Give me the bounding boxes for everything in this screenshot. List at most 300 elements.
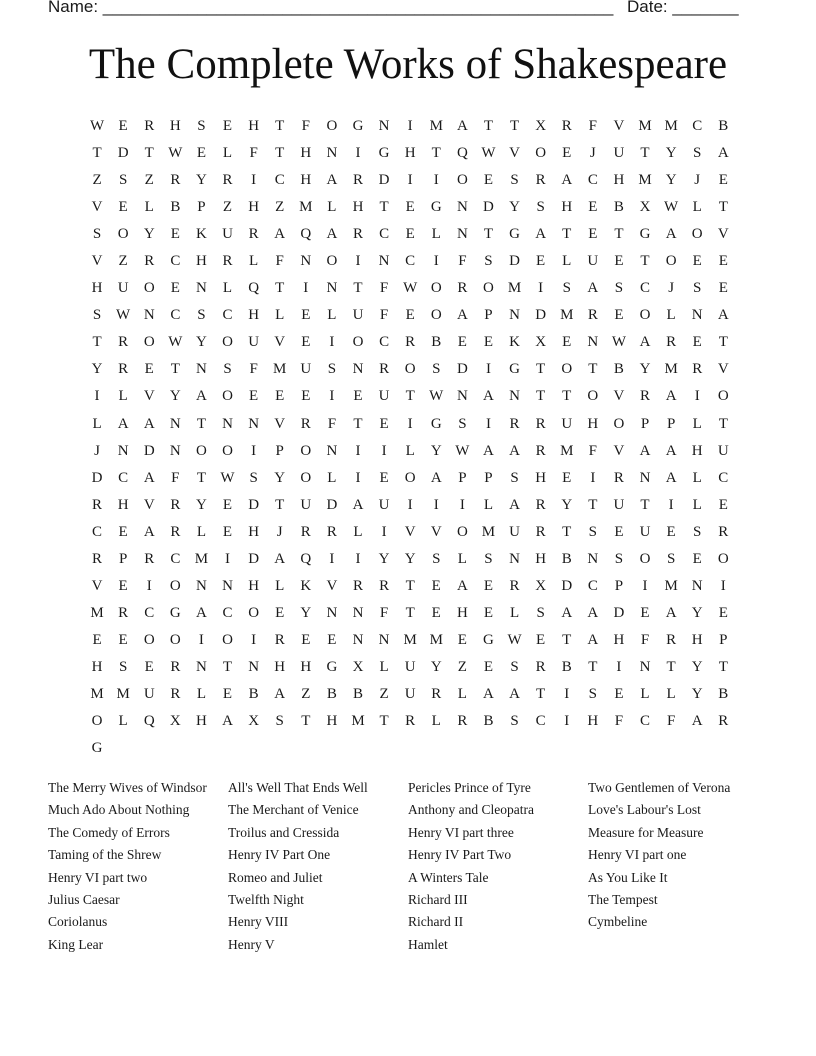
grid-letter: W [89,118,105,135]
grid-letter: J [694,172,701,189]
grid-letter: A [483,686,494,702]
grid-letter: N [248,658,260,675]
grid-letter: Y [509,199,520,216]
grid-letter: E [379,469,389,486]
grid-letter: N [509,550,520,567]
grid-letter: T [353,415,363,432]
grid-letter: C [405,253,416,270]
grid-letter: I [381,523,387,540]
grid-letter: O [143,631,155,648]
grid-letter: F [301,118,310,135]
grid-letter: Y [430,442,442,459]
grid-letter: L [457,686,467,702]
grid-letter: G [91,740,103,757]
grid-letter: H [248,307,260,324]
grid-letter: O [117,226,129,243]
word-list-item: Henry VI part one [588,847,687,863]
grid-letter: E [614,686,624,702]
grid-letter: R [640,388,651,405]
grid-letter: M [507,280,522,297]
grid-letter: L [431,713,441,730]
grid-letter: A [561,604,573,621]
word-list-item: A Winters Tale [408,869,489,885]
grid-letter: W [403,280,418,297]
grid-letter: S [327,361,337,378]
grid-letter: F [379,280,389,297]
grid-letter: U [587,253,599,270]
grid-letter: E [222,118,233,135]
grid-letter: R [379,577,390,594]
grid-letter: E [536,253,546,270]
grid-letter: O [456,523,468,540]
grid-letter: P [666,415,676,432]
grid-letter: N [326,145,338,162]
grid-letter: W [611,334,626,351]
grid-letter: C [170,307,181,324]
grid-letter: H [535,469,547,486]
grid-letter: I [564,713,570,730]
grid-letter: E [483,334,494,351]
grid-letter: C [170,253,181,270]
grid-letter: E [275,388,285,405]
grid-letter: I [251,631,257,648]
grid-letter: N [169,415,181,432]
grid-letter: S [223,361,232,378]
grid-letter: V [717,226,729,243]
grid-letter: V [326,577,338,594]
word-list [48,777,768,956]
grid-letter: M [664,577,678,594]
grid-letter: O [169,577,181,594]
grid-letter: D [248,550,260,567]
grid-letter: T [301,713,311,730]
grid-letter: S [118,658,128,675]
grid-letter: L [562,253,572,270]
grid-letter: O [300,469,312,486]
grid-letter: R [170,686,181,702]
grid-letter: E [118,199,128,216]
grid-letter: I [407,496,413,513]
grid-letter: T [640,253,650,270]
header [48,0,748,17]
grid-letter: O [300,442,312,459]
grid-letter: E [431,577,441,594]
grid-letter: Y [691,658,703,675]
grid-letter: E [431,604,441,621]
grid-letter: R [509,577,520,594]
grid-letter: N [196,361,207,378]
grid-letter: C [718,469,729,486]
grid-letter: T [144,145,154,162]
grid-letter: N [509,388,520,405]
grid-letter: Z [457,658,467,675]
grid-letter: T [562,631,572,648]
grid-letter: Y [378,550,390,567]
grid-letter: Y [561,496,573,513]
grid-letter: A [143,469,155,486]
grid-letter: Q [143,713,155,730]
grid-letter: L [692,469,702,486]
grid-letter: C [222,604,233,621]
grid-letter: O [326,118,338,135]
grid-letter: N [456,199,468,216]
grid-letter: A [717,307,729,324]
grid-letter: O [639,550,651,567]
grid-letter: Q [300,226,312,243]
grid-letter: E [640,604,650,621]
grid-letter: T [536,388,546,405]
grid-letter: H [248,577,260,594]
grid-letter: Y [169,388,181,405]
grid-letter: L [196,523,206,540]
grid-letter: Y [196,334,207,351]
grid-letter: D [561,577,573,594]
grid-letter: W [116,307,131,324]
grid-letter: N [117,442,129,459]
grid-letter: G [430,415,442,432]
grid-letter: V [613,388,625,405]
grid-letter: E [118,523,128,540]
word-list-item: Julius Caesar [48,891,120,907]
grid-letter: R [118,361,129,378]
grid-letter: T [222,658,233,675]
grid-letter: T [718,334,728,351]
grid-letter: J [276,523,283,540]
grid-letter: Y [639,361,651,378]
grid-letter: L [405,442,415,459]
grid-letter: S [249,469,258,486]
grid-letter: P [458,469,467,486]
grid-letter: H [587,713,599,730]
grid-letter: A [691,713,703,730]
grid-letter: W [168,145,183,162]
grid-letter: I [355,253,361,270]
grid-letter: A [535,226,547,243]
word-list-item: Anthony and Cleopatra [408,802,534,818]
grid-letter: D [378,172,390,189]
grid-letter: C [379,226,390,243]
grid-letter: A [665,442,677,459]
word-list-item: Taming of the Shrew [48,847,162,863]
grid-letter: O [561,361,573,378]
grid-letter: Y [665,145,677,162]
grid-letter: I [485,415,491,432]
grid-letter: E [718,253,728,270]
grid-letter: S [484,253,493,270]
grid-letter: I [381,442,387,459]
grid-letter: N [456,388,468,405]
grid-letter: G [352,118,364,135]
grid-letter: E [379,415,389,432]
grid-letter: E [144,658,154,675]
grid-letter: X [535,118,547,135]
grid-letter: W [168,334,183,351]
grid-letter: T [509,118,520,135]
grid-letter: H [248,523,260,540]
grid-letter: O [326,253,338,270]
grid-letter: O [717,388,729,405]
grid-letter: F [588,442,597,459]
grid-letter: A [274,226,286,243]
grid-letter: A [352,496,364,513]
grid-letter: R [535,523,546,540]
grid-letter: E [666,523,676,540]
grid-letter: S [275,713,284,730]
grid-letter: H [613,631,625,648]
grid-letter: N [196,577,207,594]
grid-letter: S [510,469,519,486]
grid-letter: U [352,307,364,324]
grid-letter: N [169,442,181,459]
word-list-item: Romeo and Juliet [228,869,323,885]
grid-letter: H [456,604,468,621]
grid-letter: A [222,713,233,730]
grid-letter: N [248,415,260,432]
grid-letter: R [509,415,520,432]
grid-letter: L [327,469,337,486]
grid-letter: L [692,496,702,513]
grid-letter: R [587,307,598,324]
grid-letter: E [614,307,624,324]
grid-letter: F [379,307,389,324]
grid-letter: I [329,334,335,351]
grid-letter: N [378,253,390,270]
grid-letter: M [429,118,443,135]
grid-letter: N [691,307,703,324]
grid-letter: T [640,496,650,513]
grid-letter: U [717,442,729,459]
grid-letter: L [327,199,337,216]
grid-letter: A [326,172,338,189]
grid-letter: G [509,226,520,243]
grid-letter: M [560,307,574,324]
grid-letter: R [535,442,546,459]
grid-letter: T [640,145,650,162]
grid-letter: K [196,226,207,243]
grid-letter: E [483,172,494,189]
grid-letter: O [222,334,233,351]
grid-letter: E [588,199,598,216]
grid-letter: R [405,334,416,351]
name-field-label: Name: ______________________________________________________ [48,0,614,16]
grid-letter: R [352,226,363,243]
grid-letter: F [666,713,676,730]
grid-letter: O [91,713,103,730]
grid-letter: Z [144,172,154,189]
grid-letter: L [275,577,285,594]
grid-letter: A [665,469,677,486]
grid-letter: W [481,145,496,162]
grid-letter: X [639,199,651,216]
grid-letter: A [639,334,651,351]
page-title: The Complete Works of Shakespeare [88,41,728,88]
grid-letter: G [509,361,520,378]
grid-letter: S [432,361,441,378]
word-list-item: Coriolanus [48,914,108,930]
grid-letter: A [430,469,442,486]
grid-letter: T [170,361,180,378]
grid-letter: I [146,577,152,594]
grid-letter: L [692,199,702,216]
grid-letter: T [353,280,363,297]
grid-letter: E [405,226,415,243]
grid-letter: L [196,686,206,702]
grid-letter: T [562,226,572,243]
grid-letter: L [327,307,337,324]
grid-letter: G [326,658,338,675]
grid-letter: A [117,415,129,432]
grid-letter: F [249,361,258,378]
grid-letter: T [483,118,494,135]
word-list-item: The Comedy of Errors [48,824,170,840]
grid-letter: H [274,658,286,675]
grid-letter: H [613,172,625,189]
grid-letter: E [588,226,598,243]
grid-letter: E [222,523,233,540]
grid-letter: U [300,496,312,513]
grid-letter: P [118,550,128,567]
grid-letter: R [718,523,729,540]
grid-letter: R [118,334,129,351]
grid-letter: U [639,523,651,540]
grid-letter: P [614,577,624,594]
grid-letter: O [248,604,260,621]
grid-letter: X [352,658,364,675]
grid-letter: N [196,280,207,297]
grid-letter: E [562,334,572,351]
grid-letter: H [535,550,547,567]
grid-letter: A [143,523,155,540]
grid-letter: J [668,280,675,297]
grid-letter: O [665,253,677,270]
grid-letter: M [638,118,652,135]
grid-letter: E [483,658,494,675]
grid-letter: I [642,577,648,594]
word-list-item: Richard III [408,891,468,907]
grid-letter: C [640,280,651,297]
grid-letter: R [92,550,103,567]
grid-letter: R [352,577,363,594]
word-list-item: Henry VI part two [48,869,148,885]
grid-letter: U [404,658,416,675]
grid-letter: I [485,361,491,378]
grid-letter: I [329,388,335,405]
grid-letter: D [91,469,103,486]
grid-letter: O [404,469,416,486]
grid-letter: A [274,686,286,702]
grid-letter: R [535,496,546,513]
grid-letter: R [144,550,155,567]
grid-letter: S [510,658,519,675]
grid-letter: R [352,172,363,189]
grid-letter: I [407,415,413,432]
grid-letter: E [718,280,728,297]
grid-letter: E [327,631,337,648]
grid-letter: G [430,199,442,216]
grid-letter: R [274,631,285,648]
grid-letter: R [170,658,181,675]
grid-letter: B [248,686,259,702]
grid-letter: H [169,118,181,135]
grid-letter: A [561,172,573,189]
grid-letter: E [301,631,311,648]
grid-letter: E [144,361,154,378]
grid-letter: E [301,334,311,351]
grid-letter: Z [379,686,389,702]
grid-letter: N [326,604,338,621]
grid-letter: N [378,631,390,648]
grid-letter: R [692,361,703,378]
grid-letter: A [587,604,599,621]
grid-letter: T [92,145,102,162]
grid-letter: Y [665,172,677,189]
grid-letter: G [169,604,181,621]
word-list-item: Henry IV Part Two [408,847,512,863]
grid-letter: N [326,280,338,297]
grid-letter: E [692,253,702,270]
grid-letter: D [509,253,520,270]
grid-letter: R [222,253,233,270]
word-list-item: The Merchant of Venice [228,802,359,818]
grid-letter: S [588,686,597,702]
grid-letter: S [588,523,597,540]
grid-letter: B [170,199,181,216]
grid-letter: T [536,686,546,702]
grid-letter: N [456,226,468,243]
grid-letter: I [355,469,361,486]
grid-letter: T [483,226,494,243]
grid-letter: Y [300,604,312,621]
grid-letter: L [118,388,128,405]
grid-letter: O [430,280,442,297]
grid-letter: B [561,550,572,567]
grid-letter: V [509,145,520,162]
grid-letter: X [169,713,181,730]
grid-letter: R [666,631,677,648]
grid-letter: E [405,307,415,324]
grid-letter: E [718,604,728,621]
grid-letter: T [718,415,728,432]
grid-letter: M [194,550,209,567]
grid-letter: R [300,415,311,432]
grid-letter: X [535,577,547,594]
grid-letter: N [587,550,599,567]
grid-letter: E [170,280,180,297]
grid-letter: Y [430,658,442,675]
word-list-item: As You Like It [588,869,668,885]
word-list-item: Troilus and Cressida [228,824,340,840]
grid-letter: R [144,253,155,270]
grid-letter: A [274,550,286,567]
grid-letter: C [640,713,651,730]
grid-letter: X [248,713,260,730]
grid-letter: U [117,280,129,297]
grid-letter: X [535,334,547,351]
grid-letter: S [536,604,545,621]
grid-letter: G [378,145,390,162]
grid-letter: L [249,253,259,270]
grid-letter: T [92,334,102,351]
word-list-item: The Tempest [588,891,658,907]
grid-letter: O [222,442,233,459]
grid-letter: V [91,577,103,594]
grid-letter: O [143,334,155,351]
grid-letter: M [90,686,104,702]
grid-letter: R [535,415,546,432]
grid-letter: R [666,334,677,351]
grid-letter: A [483,388,494,405]
grid-letter: R [222,172,233,189]
